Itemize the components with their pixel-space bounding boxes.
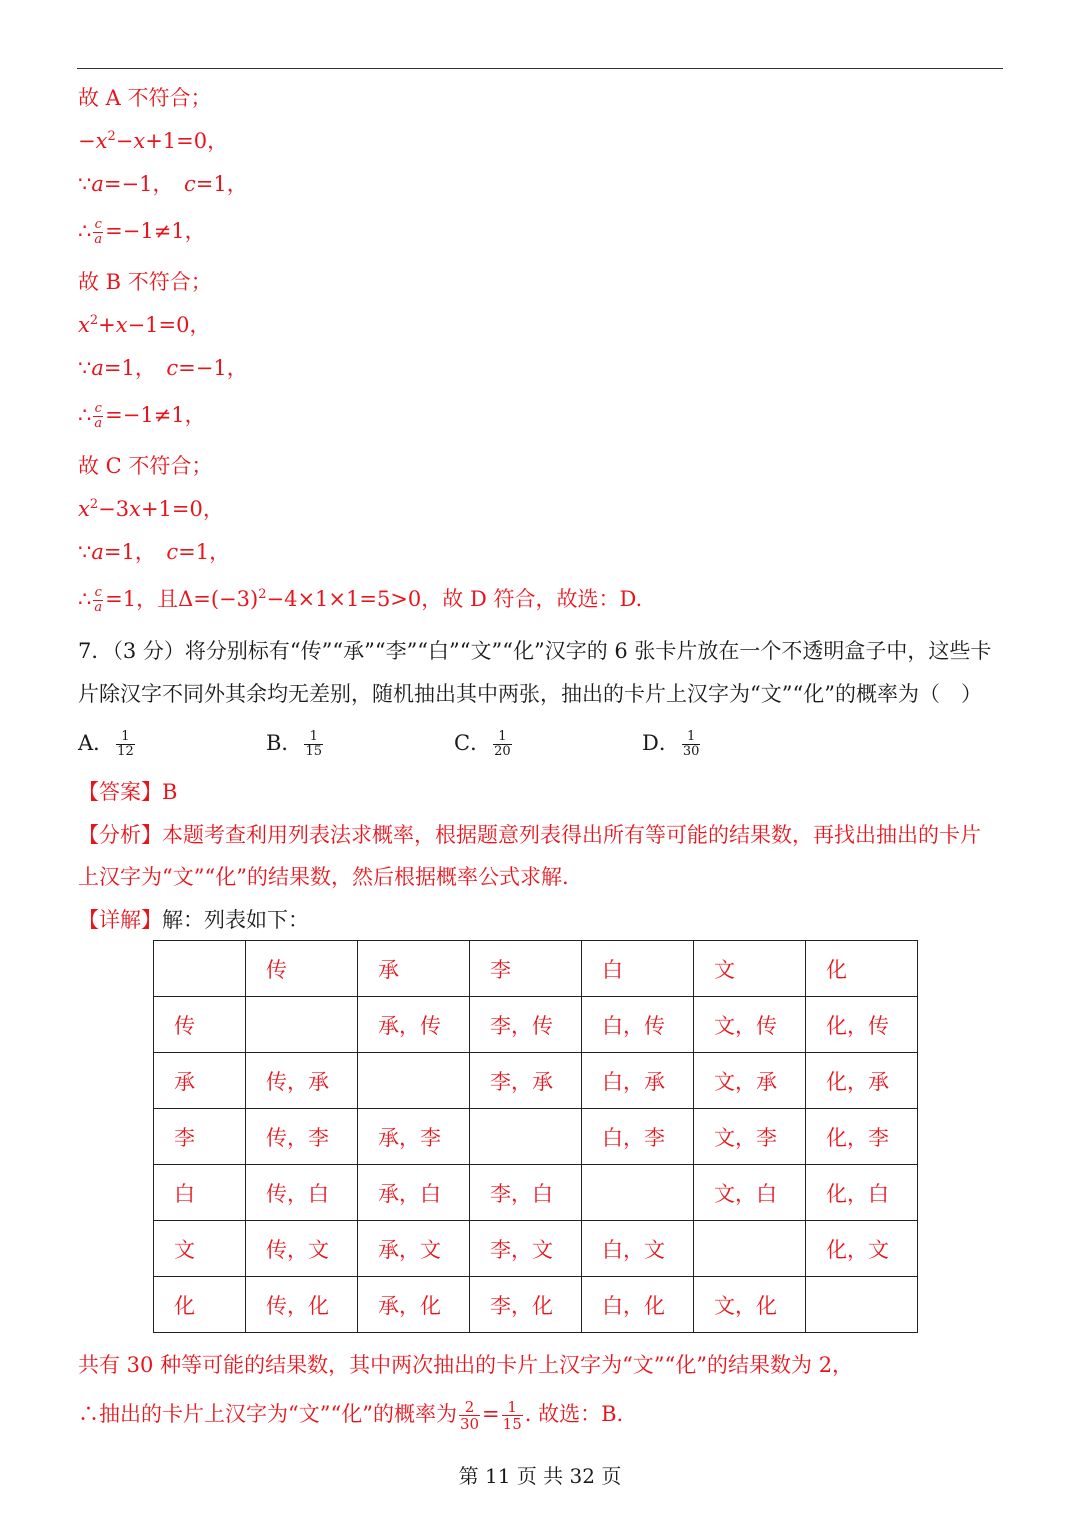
table-cell: 李 bbox=[154, 1109, 246, 1165]
table-cell: 化 bbox=[154, 1277, 246, 1333]
page-footer: 第 11 页 共 32 页 bbox=[458, 1464, 622, 1488]
because-line: ∵a=1， c=−1， bbox=[78, 356, 248, 380]
option-a: A． $\frac{1}{12}$ bbox=[78, 729, 134, 759]
table-cell: 文，传 bbox=[694, 997, 806, 1053]
table-cell: 李，传 bbox=[470, 997, 582, 1053]
equation-a: $-x^2-x+1=0$， bbox=[78, 129, 229, 153]
table-cell: 化，李 bbox=[806, 1109, 918, 1165]
table-row bbox=[154, 997, 918, 1053]
table-cell: 李，承 bbox=[470, 1053, 582, 1109]
table-cell: 李，化 bbox=[470, 1277, 582, 1333]
table-cell: 传，李 bbox=[246, 1109, 358, 1165]
table-cell bbox=[470, 1109, 582, 1165]
question-stem: 7．（3 分）将分别标有“传”“承”“李”“白”“文”“化”汉字的 6 张卡片放在一个不透明盒子中，这些卡 bbox=[78, 639, 992, 663]
table-cell: 传，白 bbox=[246, 1165, 358, 1221]
therefore-line: ∴ $\frac{c}{a}$ =1，且$\Delta=(-3)^2-4\times 1\times 1=5>0$，故 D 符合，故选：D. bbox=[78, 585, 643, 615]
table-cell: 承 bbox=[358, 941, 470, 997]
equation-d: $x^2-3x+1=0$， bbox=[78, 497, 224, 521]
table-cell: 文，白 bbox=[694, 1165, 806, 1221]
question-stem: 片除汉字不同外其余均无差别，随机抽出其中两张，抽出的卡片上汉字为“文”“化”的概率为（ ） bbox=[78, 682, 982, 706]
table-cell bbox=[582, 1165, 694, 1221]
table-cell: 白 bbox=[582, 941, 694, 997]
table-cell bbox=[358, 1053, 470, 1109]
table-cell bbox=[246, 997, 358, 1053]
table-cell: 白，承 bbox=[582, 1053, 694, 1109]
detail-line: 【详解】解：列表如下： bbox=[78, 908, 309, 932]
table-cell: 李，白 bbox=[470, 1165, 582, 1221]
text-line: 故 C 不符合； bbox=[78, 454, 213, 478]
option-d: D． $\frac{1}{30}$ bbox=[642, 729, 700, 759]
conclusion-line: ∴抽出的卡片上汉字为“文”“化”的概率为 $\frac{2}{30}$ = $\frac{1}{15}$ . 故选：B. bbox=[78, 1398, 624, 1433]
option-c: C． $\frac{1}{20}$ bbox=[454, 729, 511, 759]
table-cell: 传 bbox=[246, 941, 358, 997]
table-cell: 化，承 bbox=[806, 1053, 918, 1109]
table-cell: 化 bbox=[806, 941, 918, 997]
table-row bbox=[154, 1277, 918, 1333]
table-cell: 承 bbox=[154, 1053, 246, 1109]
table-cell: 传，文 bbox=[246, 1221, 358, 1277]
table-cell: 承，化 bbox=[358, 1277, 470, 1333]
table-row bbox=[154, 1221, 918, 1277]
table-cell: 白，文 bbox=[582, 1221, 694, 1277]
table-cell: 传，承 bbox=[246, 1053, 358, 1109]
table-cell bbox=[806, 1277, 918, 1333]
table-cell: 化，传 bbox=[806, 997, 918, 1053]
table-cell: 承，传 bbox=[358, 997, 470, 1053]
table-cell: 承，李 bbox=[358, 1109, 470, 1165]
outcome-table bbox=[153, 940, 918, 1333]
because-line: ∵a=−1， c=1， bbox=[78, 172, 248, 196]
therefore-line: ∴ $\frac{c}{a}$ =−1≠1， bbox=[78, 401, 206, 431]
table-cell: 文，承 bbox=[694, 1053, 806, 1109]
analysis-line: 【分析】本题考查利用列表法求概率，根据题意列表得出所有等可能的结果数，再找出抽出的卡片 bbox=[78, 823, 981, 847]
table-cell: 白，传 bbox=[582, 997, 694, 1053]
table-row bbox=[154, 1109, 918, 1165]
text-line: 故 A 不符合； bbox=[78, 86, 212, 110]
table-header-row bbox=[154, 941, 918, 997]
table-cell: 文 bbox=[694, 941, 806, 997]
table-cell: 文 bbox=[154, 1221, 246, 1277]
because-line: ∵a=1， c=1， bbox=[78, 540, 231, 564]
table-cell: 白 bbox=[154, 1165, 246, 1221]
conclusion-line: 共有 30 种等可能的结果数，其中两次抽出的卡片上汉字为“文”“化”的结果数为 2， bbox=[78, 1353, 854, 1377]
table-row bbox=[154, 1053, 918, 1109]
table-cell bbox=[154, 941, 246, 997]
table-cell: 李，文 bbox=[470, 1221, 582, 1277]
answer-line: 【答案】B bbox=[78, 780, 178, 804]
table-cell: 白，李 bbox=[582, 1109, 694, 1165]
option-b: B． $\frac{1}{15}$ bbox=[266, 729, 322, 759]
therefore-line: ∴ $\frac{c}{a}$ =−1≠1， bbox=[78, 217, 206, 247]
table-row bbox=[154, 1165, 918, 1221]
table-cell: 文，李 bbox=[694, 1109, 806, 1165]
table-cell: 传，化 bbox=[246, 1277, 358, 1333]
table-cell: 化，文 bbox=[806, 1221, 918, 1277]
table-cell: 承，白 bbox=[358, 1165, 470, 1221]
table-cell: 传 bbox=[154, 997, 246, 1053]
text-line: 故 B 不符合； bbox=[78, 270, 212, 294]
table-cell: 文，化 bbox=[694, 1277, 806, 1333]
table-cell: 白，化 bbox=[582, 1277, 694, 1333]
table-cell: 李 bbox=[470, 941, 582, 997]
table-cell: 化，白 bbox=[806, 1165, 918, 1221]
header-rule bbox=[77, 68, 1003, 69]
table-cell: 承，文 bbox=[358, 1221, 470, 1277]
analysis-line: 上汉字为“文”“化”的结果数，然后根据概率公式求解. bbox=[78, 865, 569, 889]
equation-b: $x^2+x-1=0$， bbox=[78, 313, 211, 337]
table-cell bbox=[694, 1221, 806, 1277]
